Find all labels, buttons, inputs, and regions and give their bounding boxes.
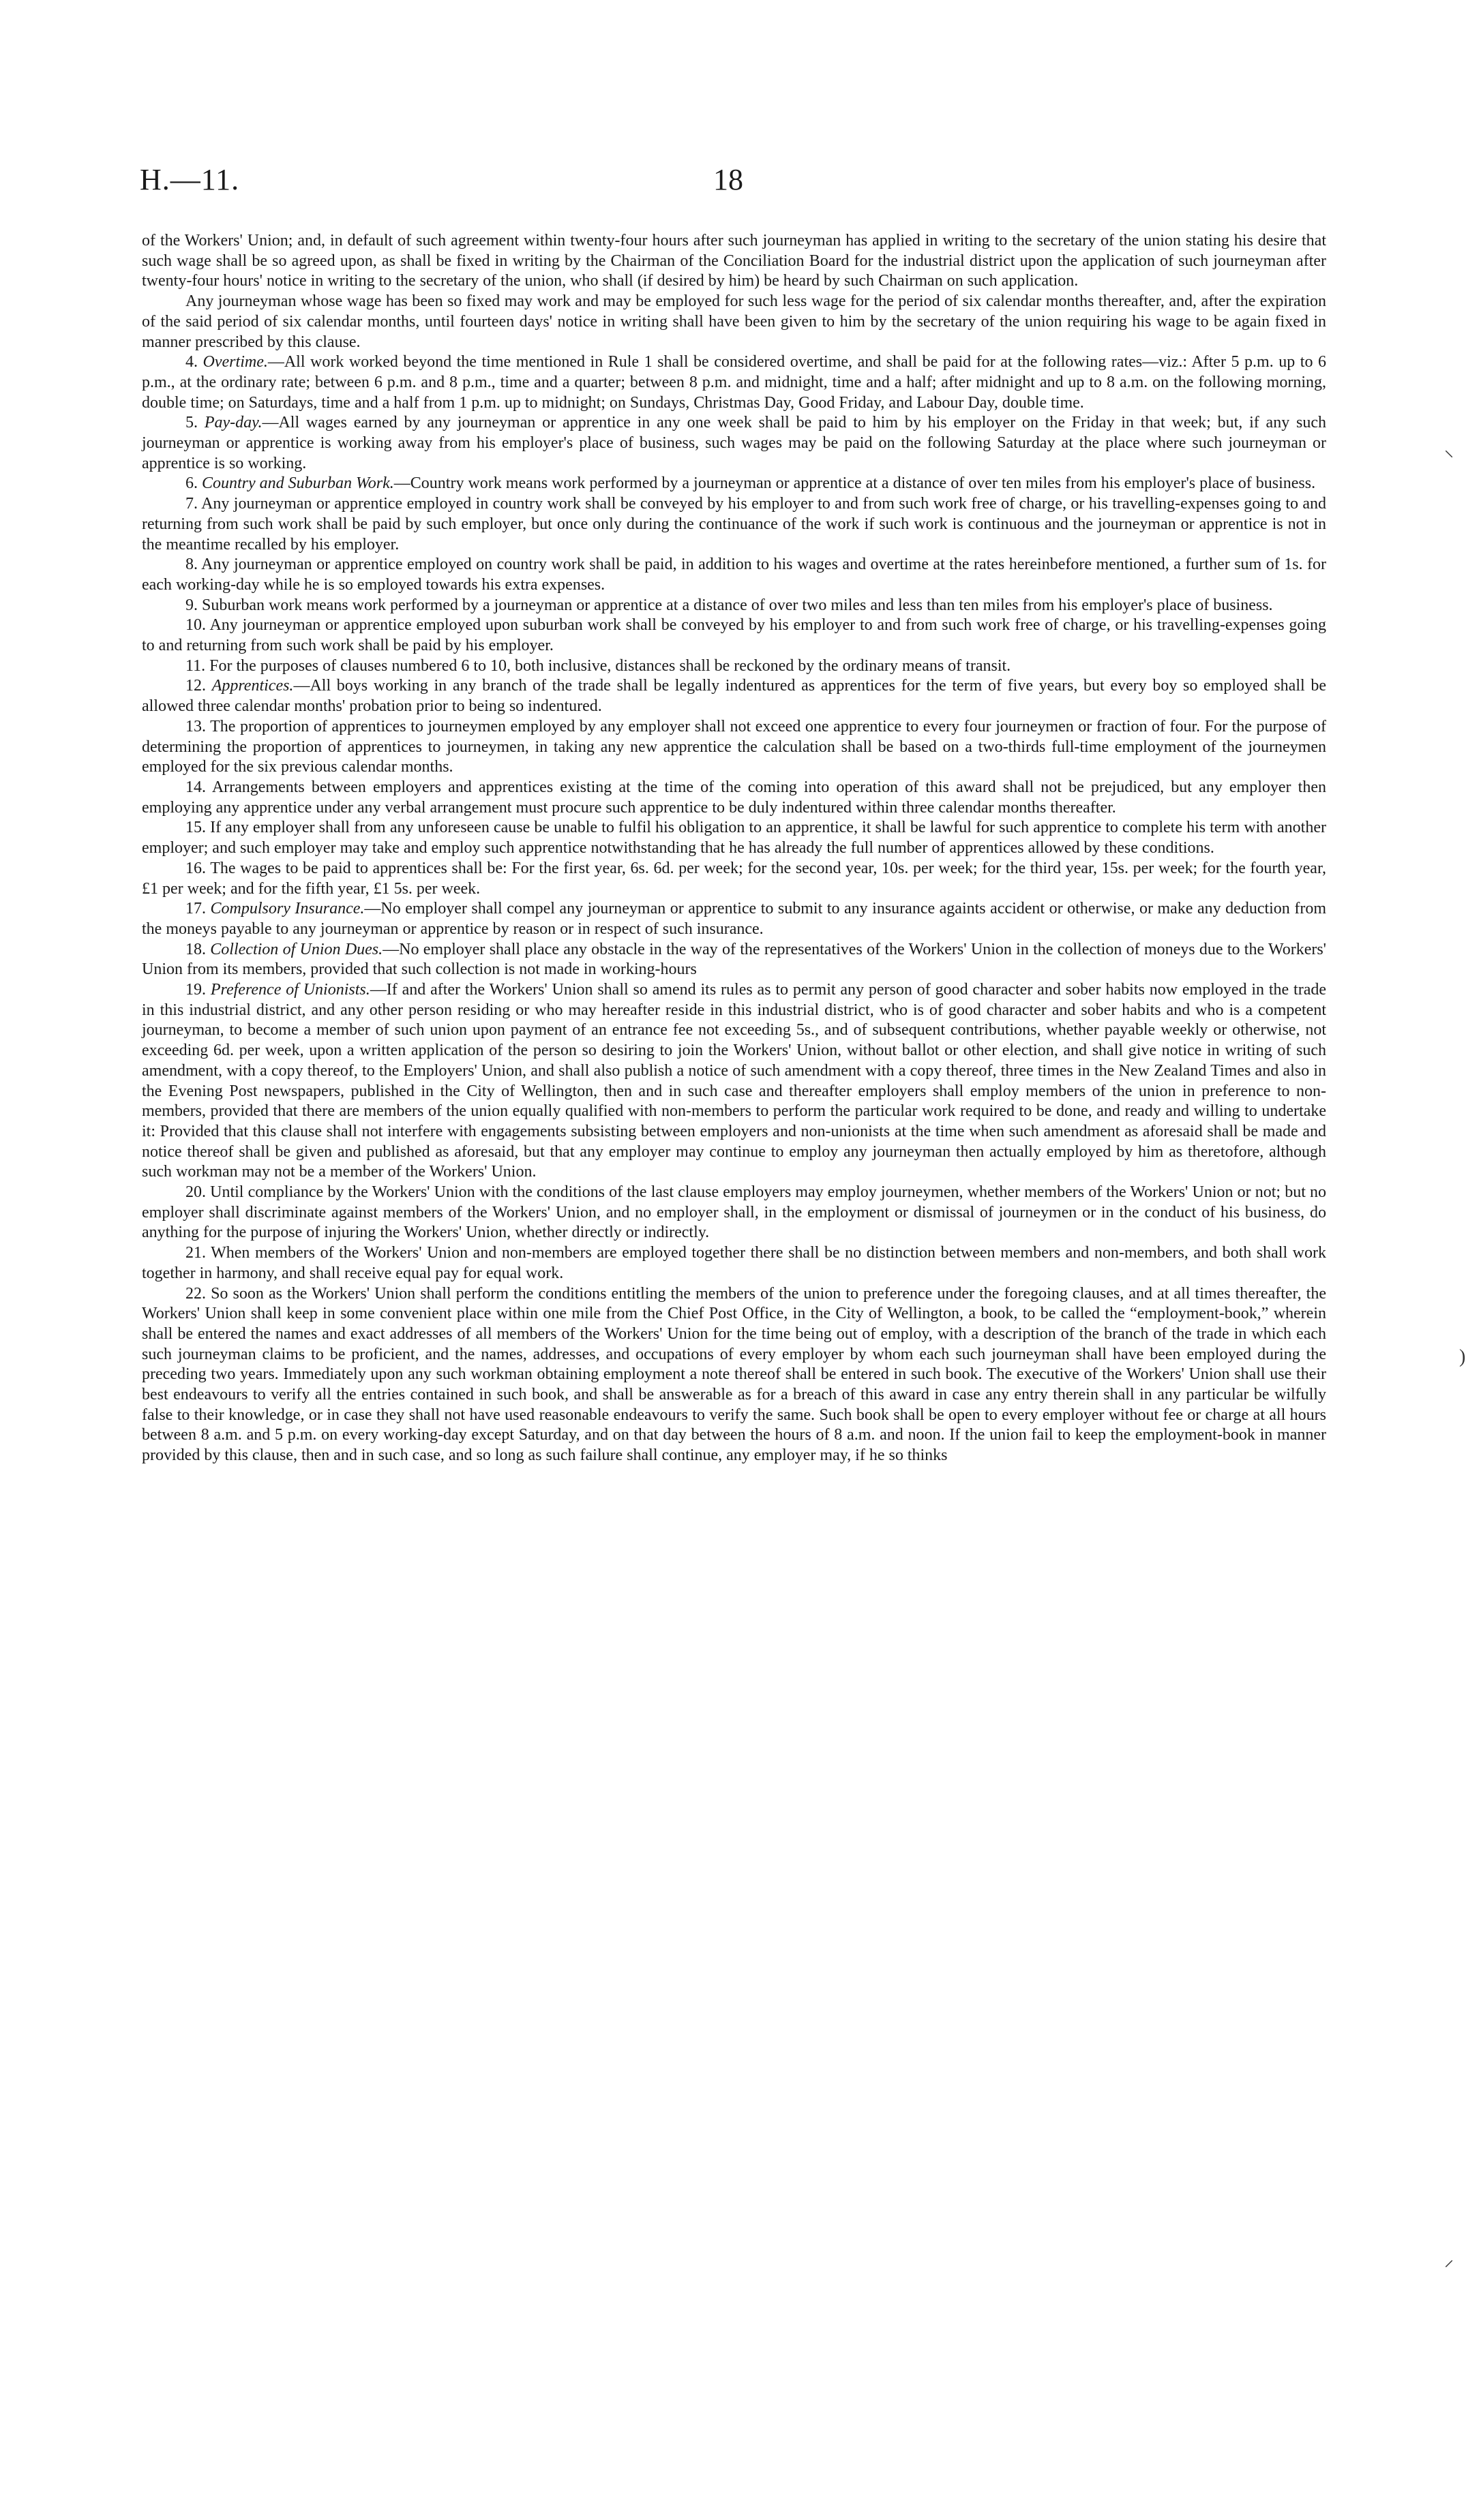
paragraph-text: 8. Any journeyman or apprentice employed on country work shall be paid, in addition to his wages and overtime at the rates hereinbefore mentioned, a further sum of 1s. for each working-day while he is so employed towards his extra expenses. (142, 556, 1326, 594)
paragraph (142, 778, 1326, 818)
clause-heading: Pay-day. (204, 414, 263, 432)
paragraph (142, 474, 1326, 494)
clause-heading: Apprentices. (211, 677, 294, 695)
document-body (142, 231, 1326, 1466)
paragraph-text: Any journeyman whose wage has been so fixed may work and may be employed for such less wage for the period of six calendar months thereafter, and, after the expiration of the said period of six calendar months, until fourteen days' notice in writing shall have been given to him by the secretary of the union requiring his wage to be again fixed in manner prescribed by this clause. (142, 292, 1326, 351)
margin-mark-icon: ⸜ (1444, 440, 1454, 461)
paragraph-text: 9. Suburban work means work performed by a journeyman or apprentice at a distance of over two miles and less than ten miles from his employer's place of business. (185, 596, 1273, 614)
clause-number: 12. (185, 677, 212, 695)
clause-number: 6. (185, 474, 202, 493)
paragraph (142, 717, 1326, 778)
paragraph (142, 494, 1326, 555)
paragraph (142, 1284, 1326, 1466)
paragraph-text: 22. So soon as the Workers' Union shall perform the conditions entitling the members of the union to preference under the foregoing clauses, and at all times thereafter, the Workers' Union shall keep in some convenient place within one mile from the Chief Post Office, in the City of Wellington, a book, to be called the “employment-book,” wherein shall be entered the names and exact addresses of all members of the Workers' Union for the time being out of employ, with a description of the branch of the trade in which each such journeyman claims to be proficient, and the names, addresses, and occupations of every employer by whom each such journeyman shall have been employed during the preceding two years. Immediately upon any such workman obtaining employment a note thereof shall be entered in such book. The executive of the Workers' Union shall use their best endeavours to verify all the entries contained in such book, and shall be answerable as for a breach of this award in case any entry therein shall in any particular be wilfully false to their knowledge, or in case they shall not have used reasonable endeavours to verify the same. Such book shall be open to every employer without fee or charge at all hours between 8 a.m. and 5 p.m. on every working-day except Saturday, and on that day between the hours of 8 a.m. and noon. If the union fail to keep the employment-book in manner provided by this clause, then and in such case, and so long as such failure shall continue, any employer may, if he so thinks (142, 1284, 1326, 1465)
paragraph (142, 980, 1326, 1183)
margin-mark-icon: ⸝ (1444, 2249, 1454, 2271)
margin-mark-icon: ) (1459, 1346, 1466, 1367)
paragraph-text: 7. Any journeyman or apprentice employed in country work shall be conveyed by his employer to and from such work free of charge, or his travelling-expenses going to and returning from such work shall be paid by such employer, but once only during the continuance of the work if such work is continuous and the journeyman or apprentice is not in the meantime recalled by his employer. (142, 495, 1326, 553)
clause-heading: Country and Suburban Work. (202, 474, 394, 493)
paragraph (142, 616, 1326, 656)
clause-number: 17. (185, 900, 211, 918)
paragraph (142, 555, 1326, 595)
paragraph-text: 13. The proportion of apprentices to journeymen employed by any employer shall not exceed one apprentice to every four journeymen or fraction of four. For the purpose of determining the proportion of apprentices to journeymen, in taking any new apprentice the calculation shall be based on a two-thirds full-time employment of the journeymen employed for the six previous calendar months. (142, 717, 1326, 776)
clause-number: 4. (185, 353, 203, 371)
paragraph (142, 596, 1326, 616)
document-reference: H.—11. (140, 163, 240, 196)
paragraph-text: —All wages earned by any journeyman or apprentice in any one week shall be paid to him by his employer on the Friday in that week; but, if any such journeyman or apprentice is working away from his employer's place of business, such wages may be paid on the following Saturday at the place where such journeyman or apprentice is so working. (142, 414, 1327, 472)
paragraph-text: —All boys working in any branch of the trade shall be legally indentured as apprentices for the term of five years, but every boy so employed shall be allowed three calendar months' probation prior to being so indentured. (142, 677, 1326, 716)
paragraph-text: 10. Any journeyman or apprentice employed upon suburban work shall be conveyed by his employer to and from such work free of charge, or his travelling-expenses going to and returning from such work shall be paid by his employer. (142, 616, 1326, 655)
paragraph-text: —No employer shall compel any journeyman or apprentice to submit to any insurance againts accident or otherwise, or make any deduction from the moneys payable to any journeyman or apprentice by reason or in respect of such insurance. (142, 900, 1326, 938)
paragraph (142, 899, 1326, 939)
paragraph (142, 352, 1326, 413)
paragraph (142, 818, 1326, 858)
paragraph-text: —If and after the Workers' Union shall so amend its rules as to permit any person of good character and sober habits now employed in the trade in this industrial district, and any other person residing or who may hereafter reside in this industrial district, who is of good character and sober habits and who is a competent journeyman, to become a member of such union upon payment of an entrance fee not exceeding 5s., and of subsequent contributions, whether payable weekly or otherwise, not exceeding 6d. per week, upon a written application of the person so desiring to join the Workers' Union, without ballot or other election, and shall give notice in writing of such amendment, with a copy thereof, to the Employers' Union, and shall also publish a notice of such amendment with a copy thereof, three times in the New Zealand Times and also in the Evening Post newspapers, published in the City of Wellington, then and in such case and thereafter employers shall employ members of the union in preference to non-members, provided that there are members of the union equally qualified with non-members to perform the particular work required to be done, and ready and willing to undertake it: Provided that this clause shall not interfere with engagements subsisting between employers and non-unionists at the time when such amendment as aforesaid shall be made and notice thereof shall be given and published as aforesaid, but that any employer may continue to employ any journeyman then actually employed by him as theretofore, although such workman may not be a member of the Workers' Union. (142, 981, 1327, 1181)
clause-heading: Preference of Unionists. (210, 981, 370, 999)
paragraph-text: 20. Until compliance by the Workers' Union with the conditions of the last clause employers may employ journeymen, whether members of the Workers' Union or not; but no employer shall discriminate against members of the Workers' Union, and no employer shall, in the employment or dismissal of journeymen or in the conduct of his business, do anything for the purpose of injuring the Workers' Union, whether directly or indirectly. (142, 1183, 1326, 1242)
paragraph (142, 292, 1326, 352)
paragraph (142, 1243, 1326, 1284)
clause-heading: Collection of Union Dues. (210, 940, 383, 958)
clause-heading: Overtime. (203, 353, 268, 371)
clause-number: 18. (185, 940, 211, 958)
paragraph-text: 21. When members of the Workers' Union and non-members are employed together there shall be no distinction between members and non-members, and both shall work together in harmony, and shall receive equal pay for equal work. (142, 1244, 1326, 1282)
paragraph-text: of the Workers' Union; and, in default of such agreement within twenty-four hours after such journeyman has applied in writing to the secretary of the union stating his desire that such wage shall be so agreed upon, as shall be fixed in writing by the Chairman of the Conciliation Board for the industrial district upon the application of such journeyman after twenty-four hours' notice in writing to the secretary of the union, who shall (if desired by him) be heard by such Chairman on such application. (142, 232, 1326, 290)
clause-heading: Compulsory Insurance. (210, 900, 365, 918)
paragraph-text: —Country work means work performed by a journeyman or apprentice at a distance of over ten miles from his employer's place of business. (393, 474, 1316, 493)
clause-number: 19. (185, 981, 211, 999)
paragraph-text: —No employer shall place any obstacle in the way of the representatives of the Workers' Union in the collection of moneys due to the Workers' Union from its members, provided that such collection is not made in working-hours (142, 940, 1326, 979)
paragraph-text: 14. Arrangements between employers and apprentices existing at the time of the coming into operation of this award shall not be prejudiced, but any employer then employing any apprentice under any verbal arrangement must procure such apprentice to be duly indentured within three calendar months thereafter. (142, 778, 1326, 817)
paragraph (142, 940, 1326, 980)
paragraph-text: 15. If any employer shall from any unforeseen cause be unable to fulfil his obligation to an apprentice, it shall be lawful for such apprentice to complete his term with another employer; and such employer may take and employ such apprentice notwithstanding that he has already the full number of apprentices allowed by these conditions. (142, 819, 1326, 857)
paragraph-text: 11. For the purposes of clauses numbered 6 to 10, both inclusive, distances shall be reckoned by the ordinary means of transit. (185, 656, 1011, 675)
page-number: 18 (713, 163, 743, 196)
paragraph (142, 1183, 1326, 1243)
paragraph (142, 859, 1326, 899)
paragraph (142, 676, 1326, 716)
clause-number: 5. (185, 414, 205, 432)
paragraph (142, 231, 1326, 292)
page-header (140, 162, 1330, 210)
paragraph-text: 16. The wages to be paid to apprentices shall be: For the first year, 6s. 6d. per week; for the second year, 10s. per week; for the third year, 15s. per week; for the fourth year, £1 per week; and for the fifth year, £1 5s. per week. (142, 859, 1326, 898)
paragraph (142, 413, 1326, 474)
paragraph-text: —All work worked beyond the time mentioned in Rule 1 shall be considered overtime, and shall be paid for at the following rates—viz.: After 5 p.m. up to 6 p.m., at the ordinary rate; between 6 p.m. and 8 p.m., time and a quarter; between 8 p.m. and midnight, time and a half; after midnight and up to 8 a.m. on the following morning, double time; on Saturdays, time and a half from 1 p.m. up to midnight; on Sundays, Christmas Day, Good Friday, and Labour Day, double time. (142, 353, 1326, 412)
paragraph (142, 656, 1326, 677)
